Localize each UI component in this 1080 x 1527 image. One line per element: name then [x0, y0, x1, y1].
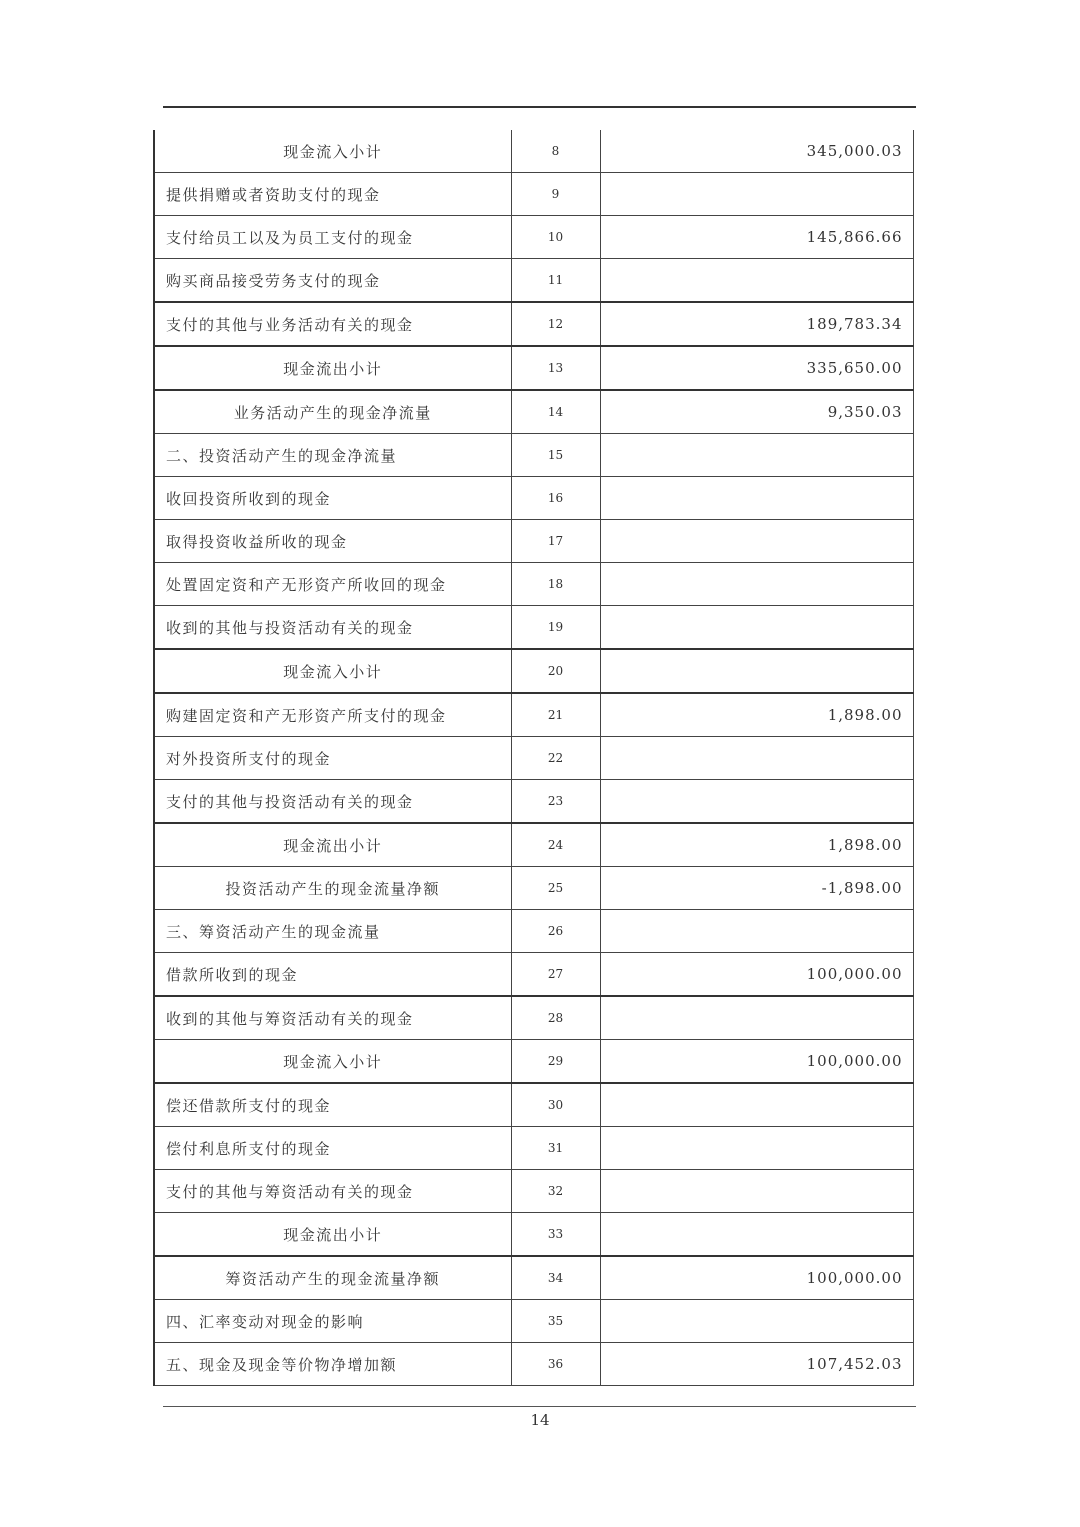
row-label: 购买商品接受劳务支付的现金: [154, 259, 511, 303]
row-label: 支付的其他与业务活动有关的现金: [154, 302, 511, 346]
row-amount: [600, 780, 913, 824]
row-amount: [600, 477, 913, 520]
row-label: 偿还借款所支付的现金: [154, 1083, 511, 1127]
row-label: 收到的其他与投资活动有关的现金: [154, 606, 511, 650]
row-amount: [600, 434, 913, 477]
table-row: [154, 346, 913, 390]
row-label: 现金流出小计: [154, 1213, 511, 1257]
row-amount: -1,898.00: [600, 867, 913, 910]
row-label: 二、投资活动产生的现金净流量: [154, 434, 511, 477]
row-line-number: 21: [511, 693, 600, 737]
row-label: 四、汇率变动对现金的影响: [154, 1300, 511, 1343]
row-amount: [600, 649, 913, 693]
row-amount: [600, 606, 913, 650]
table-row: [154, 823, 913, 867]
table-row: [154, 649, 913, 693]
row-line-number: 18: [511, 563, 600, 606]
table-row: [154, 434, 913, 477]
table-row: [154, 996, 913, 1040]
row-label: 取得投资收益所收的现金: [154, 520, 511, 563]
row-amount: [600, 1083, 913, 1127]
table-row: [154, 130, 913, 173]
row-line-number: 15: [511, 434, 600, 477]
row-amount: [600, 737, 913, 780]
row-amount: 335,650.00: [600, 346, 913, 390]
row-label: 五、现金及现金等价物净增加额: [154, 1343, 511, 1386]
row-label: 支付给员工以及为员工支付的现金: [154, 216, 511, 259]
row-line-number: 11: [511, 259, 600, 303]
row-line-number: 30: [511, 1083, 600, 1127]
row-amount: [600, 173, 913, 216]
row-label: 现金流出小计: [154, 346, 511, 390]
row-amount: 189,783.34: [600, 302, 913, 346]
row-line-number: 10: [511, 216, 600, 259]
row-line-number: 34: [511, 1256, 600, 1300]
table-row: [154, 1300, 913, 1343]
table-row: [154, 520, 913, 563]
table-row: [154, 1256, 913, 1300]
row-line-number: 24: [511, 823, 600, 867]
row-amount: [600, 1170, 913, 1213]
row-amount: 1,898.00: [600, 693, 913, 737]
table-row: [154, 259, 913, 303]
row-label: 处置固定资和产无形资产所收回的现金: [154, 563, 511, 606]
table-row: [154, 1083, 913, 1127]
table-row: [154, 477, 913, 520]
row-amount: [600, 1127, 913, 1170]
row-amount: 100,000.00: [600, 1040, 913, 1084]
row-label: 提供捐赠或者资助支付的现金: [154, 173, 511, 216]
row-line-number: 20: [511, 649, 600, 693]
row-line-number: 16: [511, 477, 600, 520]
row-amount: 145,866.66: [600, 216, 913, 259]
table-row: [154, 563, 913, 606]
row-label: 收回投资所收到的现金: [154, 477, 511, 520]
table-row: [154, 1343, 913, 1386]
row-label: 投资活动产生的现金流量净额: [154, 867, 511, 910]
row-amount: 9,350.03: [600, 390, 913, 434]
row-label: 现金流出小计: [154, 823, 511, 867]
cash-flow-table-body: [154, 130, 913, 1386]
table-row: [154, 953, 913, 997]
page-number: 14: [530, 1411, 550, 1429]
row-label: 收到的其他与筹资活动有关的现金: [154, 996, 511, 1040]
table-row: [154, 1040, 913, 1084]
row-line-number: 28: [511, 996, 600, 1040]
row-amount: [600, 563, 913, 606]
row-amount: [600, 520, 913, 563]
row-amount: [600, 259, 913, 303]
row-label: 对外投资所支付的现金: [154, 737, 511, 780]
table-row: [154, 1213, 913, 1257]
table-row: [154, 1170, 913, 1213]
row-line-number: 22: [511, 737, 600, 780]
row-amount: 100,000.00: [600, 1256, 913, 1300]
row-line-number: 36: [511, 1343, 600, 1386]
row-line-number: 12: [511, 302, 600, 346]
row-label: 业务活动产生的现金净流量: [154, 390, 511, 434]
row-amount: 100,000.00: [600, 953, 913, 997]
row-label: 借款所收到的现金: [154, 953, 511, 997]
row-line-number: 35: [511, 1300, 600, 1343]
table-row: [154, 867, 913, 910]
table-row: [154, 693, 913, 737]
row-label: 偿付利息所支付的现金: [154, 1127, 511, 1170]
header-rule: [163, 106, 916, 108]
table-row: [154, 216, 913, 259]
row-amount: [600, 996, 913, 1040]
row-label: 筹资活动产生的现金流量净额: [154, 1256, 511, 1300]
row-label: 购建固定资和产无形资产所支付的现金: [154, 693, 511, 737]
table-row: [154, 780, 913, 824]
table-row: [154, 910, 913, 953]
table-row: [154, 390, 913, 434]
row-line-number: 13: [511, 346, 600, 390]
footer-rule: [163, 1406, 916, 1407]
row-amount: [600, 910, 913, 953]
row-amount: 1,898.00: [600, 823, 913, 867]
row-label: 现金流入小计: [154, 1040, 511, 1084]
row-label: 现金流入小计: [154, 130, 511, 173]
row-line-number: 14: [511, 390, 600, 434]
cash-flow-table: [153, 130, 914, 1386]
row-line-number: 31: [511, 1127, 600, 1170]
row-amount: 107,452.03: [600, 1343, 913, 1386]
row-line-number: 27: [511, 953, 600, 997]
row-line-number: 25: [511, 867, 600, 910]
table-row: [154, 302, 913, 346]
table-row: [154, 606, 913, 650]
row-line-number: 8: [511, 130, 600, 173]
row-amount: 345,000.03: [600, 130, 913, 173]
row-label: 三、筹资活动产生的现金流量: [154, 910, 511, 953]
row-amount: [600, 1213, 913, 1257]
table-row: [154, 1127, 913, 1170]
row-amount: [600, 1300, 913, 1343]
row-line-number: 26: [511, 910, 600, 953]
row-label: 现金流入小计: [154, 649, 511, 693]
table-row: [154, 173, 913, 216]
row-line-number: 33: [511, 1213, 600, 1257]
row-label: 支付的其他与投资活动有关的现金: [154, 780, 511, 824]
table-row: [154, 737, 913, 780]
row-line-number: 17: [511, 520, 600, 563]
row-line-number: 29: [511, 1040, 600, 1084]
row-line-number: 32: [511, 1170, 600, 1213]
row-line-number: 19: [511, 606, 600, 650]
row-line-number: 23: [511, 780, 600, 824]
row-line-number: 9: [511, 173, 600, 216]
row-label: 支付的其他与筹资活动有关的现金: [154, 1170, 511, 1213]
